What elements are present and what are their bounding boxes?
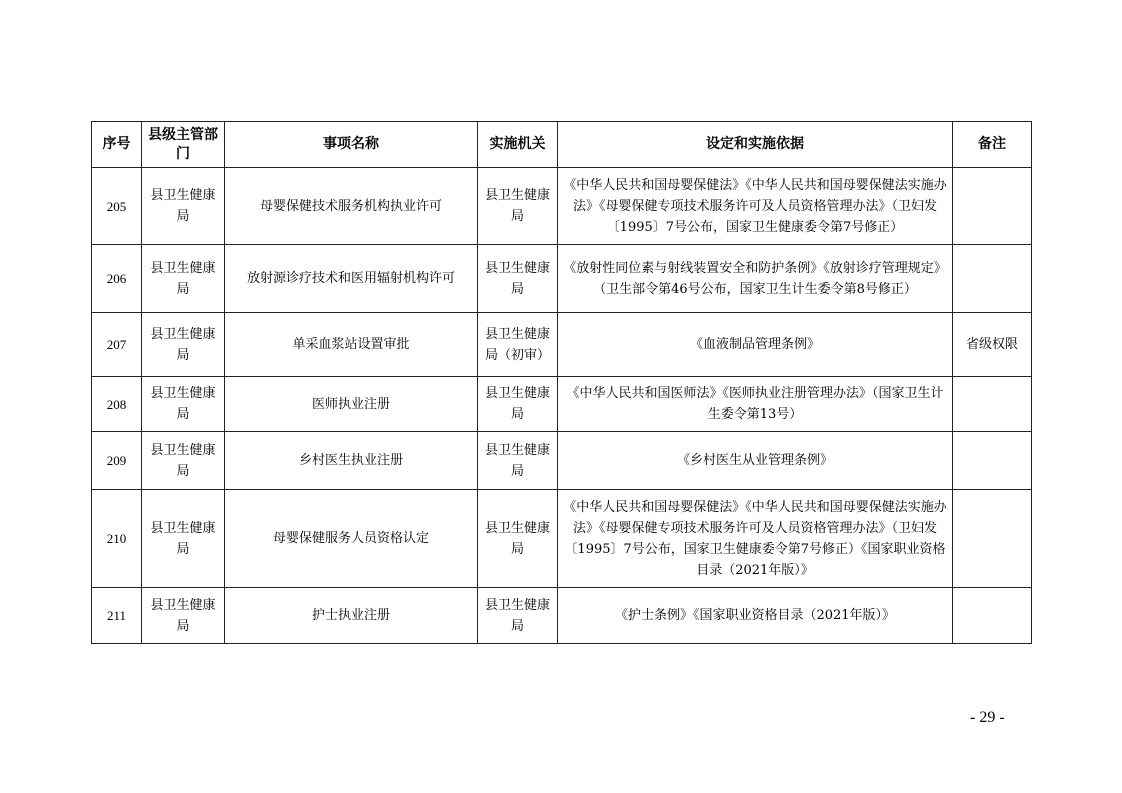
row-dept: 县卫生健康局 — [142, 490, 225, 588]
table-row — [92, 245, 1032, 313]
row-org: 县卫生健康局 — [478, 245, 558, 313]
row-dept: 县卫生健康局 — [142, 245, 225, 313]
row-dept: 县卫生健康局 — [142, 168, 225, 245]
row-basis: 《中华人民共和国母婴保健法》《中华人民共和国母婴保健法实施办法》《母婴保健专项技术服务许可及人员资格管理办法》（卫妇发〔1995〕7号公布，国家卫生健康委令第7号修正） — [558, 168, 953, 245]
row-name: 医师执业注册 — [225, 377, 478, 432]
row-note — [953, 168, 1032, 245]
row-num: 211 — [92, 588, 142, 644]
row-org: 县卫生健康局（初审） — [478, 313, 558, 377]
row-basis: 《中华人民共和国医师法》《医师执业注册管理办法》（国家卫生计生委令第13号） — [558, 377, 953, 432]
table-row — [92, 588, 1032, 644]
row-name: 母婴保健服务人员资格认定 — [225, 490, 478, 588]
row-org: 县卫生健康局 — [478, 377, 558, 432]
row-org: 县卫生健康局 — [478, 490, 558, 588]
row-num: 206 — [92, 245, 142, 313]
table-row — [92, 313, 1032, 377]
header-org: 实施机关 — [478, 122, 558, 168]
row-org: 县卫生健康局 — [478, 432, 558, 490]
row-dept: 县卫生健康局 — [142, 432, 225, 490]
table-row — [92, 432, 1032, 490]
items-table — [91, 121, 1032, 644]
header-note: 备注 — [953, 122, 1032, 168]
table-row — [92, 168, 1032, 245]
table-row — [92, 490, 1032, 588]
header-basis: 设定和实施依据 — [558, 122, 953, 168]
row-name: 护士执业注册 — [225, 588, 478, 644]
row-note: 省级权限 — [953, 313, 1032, 377]
header-num: 序号 — [92, 122, 142, 168]
row-basis: 《中华人民共和国母婴保健法》《中华人民共和国母婴保健法实施办法》《母婴保健专项技术服务许可及人员资格管理办法》（卫妇发〔1995〕7号公布，国家卫生健康委令第7号修正）《国家职业资格目录（2021年版）》 — [558, 490, 953, 588]
row-basis: 《血液制品管理条例》 — [558, 313, 953, 377]
row-name: 母婴保健技术服务机构执业许可 — [225, 168, 478, 245]
header-dept: 县级主管部门 — [142, 122, 225, 168]
row-note — [953, 490, 1032, 588]
row-dept: 县卫生健康局 — [142, 377, 225, 432]
row-num: 209 — [92, 432, 142, 490]
row-num: 210 — [92, 490, 142, 588]
row-note — [953, 432, 1032, 490]
row-org: 县卫生健康局 — [478, 588, 558, 644]
header-name: 事项名称 — [225, 122, 478, 168]
row-note — [953, 588, 1032, 644]
row-note — [953, 245, 1032, 313]
row-basis: 《护士条例》《国家职业资格目录（2021年版）》 — [558, 588, 953, 644]
page-number: - 29 - — [970, 709, 1005, 726]
row-dept: 县卫生健康局 — [142, 313, 225, 377]
row-num: 207 — [92, 313, 142, 377]
row-basis: 《乡村医生从业管理条例》 — [558, 432, 953, 490]
table-row — [92, 377, 1032, 432]
row-name: 乡村医生执业注册 — [225, 432, 478, 490]
row-num: 205 — [92, 168, 142, 245]
row-note — [953, 377, 1032, 432]
row-name: 单采血浆站设置审批 — [225, 313, 478, 377]
row-basis: 《放射性同位素与射线装置安全和防护条例》《放射诊疗管理规定》（卫生部令第46号公布，国家卫生计生委令第8号修正） — [558, 245, 953, 313]
row-num: 208 — [92, 377, 142, 432]
row-name: 放射源诊疗技术和医用辐射机构许可 — [225, 245, 478, 313]
row-org: 县卫生健康局 — [478, 168, 558, 245]
row-dept: 县卫生健康局 — [142, 588, 225, 644]
table-header-row — [92, 122, 1032, 168]
